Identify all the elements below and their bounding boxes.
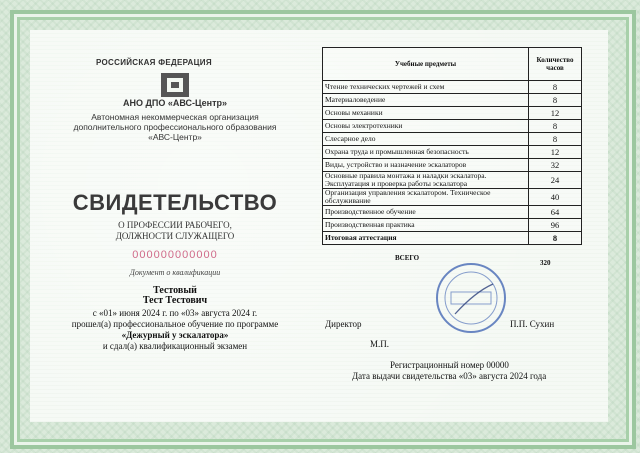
org-full-line-1: Автономная некоммерческая организация xyxy=(91,112,259,122)
subject-cell: Основные правила монтажа и наладки эскалатора. Эксплуатация и проверка работы эскалатора xyxy=(323,172,529,189)
exam-line: и сдал(а) квалификационный экзамен xyxy=(102,341,248,351)
hours-cell: 40 xyxy=(529,189,582,206)
director-name: П.П. Сухин xyxy=(510,319,555,329)
subject-cell: Производственное обучение xyxy=(323,206,529,219)
table-row xyxy=(323,159,582,172)
table-row xyxy=(323,107,582,120)
table-row xyxy=(323,120,582,133)
table-row xyxy=(323,219,582,232)
qualification-note: Документ о квалификации xyxy=(129,268,221,277)
subject-cell: Основы электротехники xyxy=(323,120,529,133)
holder-surname: Тестовый xyxy=(153,285,197,296)
certificate-subtitle xyxy=(40,220,310,242)
subject-cell: Материаловедение xyxy=(323,94,529,107)
subtitle-line-2: ДОЛЖНОСТИ СЛУЖАЩЕГО xyxy=(115,231,235,241)
org-stamp-icon xyxy=(435,262,507,334)
subjects-table xyxy=(322,47,582,245)
subject-cell: Виды, устройство и назначение эскалаторов xyxy=(323,159,529,172)
table-row xyxy=(323,94,582,107)
hours-cell: 64 xyxy=(529,206,582,219)
table-row xyxy=(323,232,582,245)
hours-cell: 8 xyxy=(529,232,582,245)
director-label: Директор xyxy=(325,319,362,329)
hours-cell: 96 xyxy=(529,219,582,232)
table-row xyxy=(323,172,582,189)
subject-cell: Итоговая аттестация xyxy=(323,232,529,245)
subtitle-line-1: О ПРОФЕССИИ РАБОЧЕГО, xyxy=(118,220,232,230)
program-name: «Дежурный у эскалатора» xyxy=(121,330,229,340)
hours-cell: 32 xyxy=(529,159,582,172)
seal-label: М.П. xyxy=(370,339,390,349)
table-row xyxy=(323,189,582,206)
subject-cell: Производственная практика xyxy=(323,219,529,232)
hours-cell: 12 xyxy=(529,146,582,159)
org-full-line-3: «АВС-Центр» xyxy=(148,132,202,142)
subject-cell: Основы механики xyxy=(323,107,529,120)
serial-number: 000000000000 xyxy=(132,249,218,261)
org-short-name: АНО ДПО «АВС-Центр» xyxy=(122,98,228,108)
table-row xyxy=(323,146,582,159)
hours-cell: 8 xyxy=(529,81,582,94)
program-line: прошел(а) профессиональное обучение по программе xyxy=(71,319,279,329)
hours-cell: 12 xyxy=(529,107,582,120)
table-row xyxy=(323,133,582,146)
org-full-name xyxy=(40,112,310,142)
table-row xyxy=(323,81,582,94)
col-subject-header: Учебные предметы xyxy=(323,48,529,81)
subject-cell: Охрана труда и промышленная безопасность xyxy=(323,146,529,159)
org-logo-icon xyxy=(160,72,190,98)
country-label: РОССИЙСКАЯ ФЕДЕРАЦИЯ xyxy=(96,58,212,67)
training-dates: с «01» июня 2024 г. по «03» августа 2024 г. xyxy=(92,308,258,318)
certificate-title: СВИДЕТЕЛЬСТВО xyxy=(72,190,278,215)
table-row xyxy=(323,206,582,219)
total-hours: 320 xyxy=(540,259,551,267)
holder-name: Тест Тестович xyxy=(142,295,208,306)
hours-cell: 8 xyxy=(529,120,582,133)
total-label: ВСЕГО xyxy=(395,254,420,262)
org-full-line-2: дополнительного профессионального образования xyxy=(73,122,277,132)
hours-cell: 8 xyxy=(529,133,582,146)
hours-cell: 8 xyxy=(529,94,582,107)
hours-cell: 24 xyxy=(529,172,582,189)
issue-date: Дата выдачи свидетельства «03» августа 2024 года xyxy=(352,371,547,381)
col-hours-header: Количество часов xyxy=(529,48,582,81)
subject-cell: Организация управления эскалатором. Техническое обслуживание xyxy=(323,189,529,206)
registration-number: Регистрационный номер 00000 xyxy=(390,360,509,370)
subject-cell: Чтение технических чертежей и схем xyxy=(323,81,529,94)
subject-cell: Слесарное дело xyxy=(323,133,529,146)
